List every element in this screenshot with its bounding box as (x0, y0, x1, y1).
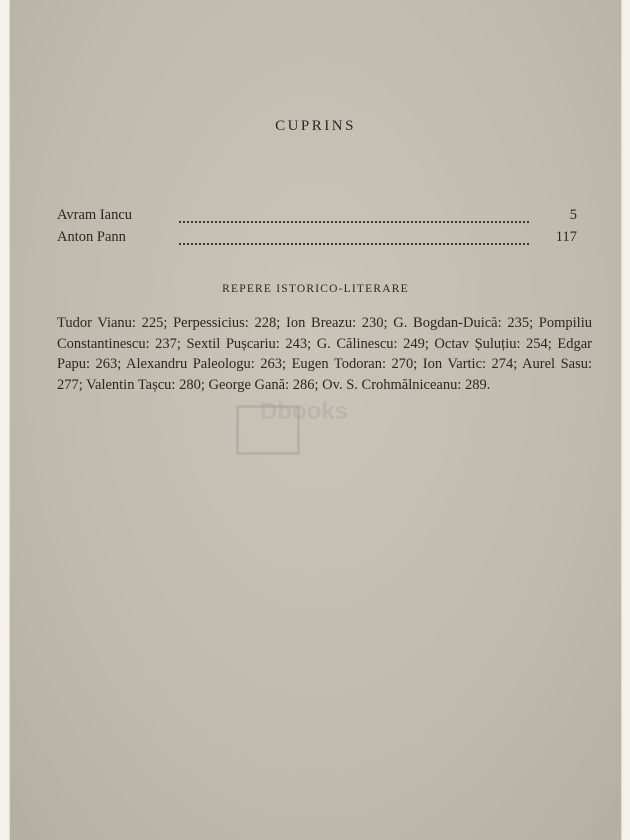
toc-entry-title: Anton Pann (57, 229, 126, 245)
toc-leader-dots (179, 211, 529, 223)
page-heading: CUPRINS (275, 118, 356, 134)
references-paragraph: Tudor Vianu: 225; Perpessicius: 228; Ion Breazu: 230; G. Bogdan-Duică: 235; Pompiliu Constantinescu: 237; Sextil Pușcariu: 243; G. Călinescu: 249; Octav Șuluțiu: 254; Edgar Papu: 263; Alexandru Paleologu: 263; Eugen Todoran: 270; Ion Vartic: 274; Aurel Sasu: 277; Valentin Tașcu: 280; George Gană: 286; Ov. S. Crohmălniceanu: 289. (57, 315, 592, 393)
toc-entry-page: 117 (555, 229, 577, 245)
book-page (10, 0, 621, 840)
toc-entry (57, 229, 587, 249)
toc-entry-page: 5 (569, 207, 577, 223)
toc-leader-dots (179, 233, 529, 245)
watermark-text: Dbooks (260, 398, 349, 425)
toc-entry (57, 207, 587, 227)
section-heading: REPERE ISTORICO-LITERARE (222, 283, 409, 295)
toc-entry-title: Avram Iancu (57, 207, 133, 223)
